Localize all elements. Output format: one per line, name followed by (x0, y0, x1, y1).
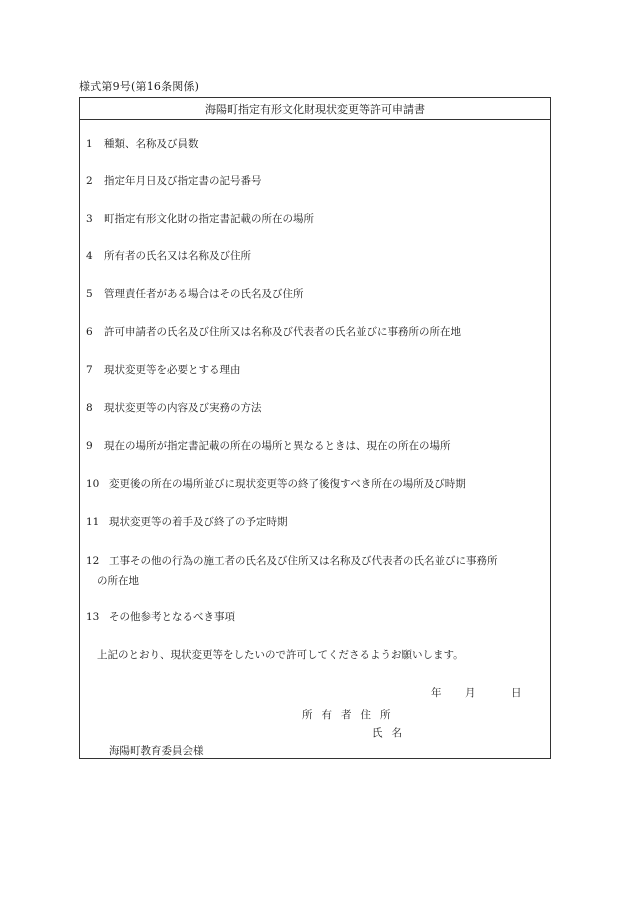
item-text: 変更後の所在の場所並びに現状変更等の終了後復すべき所在の場所及び時期 (109, 478, 466, 490)
item-number: 4 (86, 250, 93, 262)
item-number: 8 (86, 402, 93, 414)
form-number: 様式第9号(第16条関係) (79, 80, 200, 93)
item-number: 12 (86, 555, 100, 567)
date-line (431, 685, 522, 701)
item-number: 2 (86, 175, 93, 187)
item-text: その他参考となるべき事項 (109, 611, 235, 623)
item-number: 6 (86, 326, 93, 338)
form-item-13 (86, 607, 540, 627)
item-text: 指定年月日及び指定書の記号番号 (104, 175, 262, 187)
form-title: 海陽町指定有形文化財現状変更等許可申請書 (205, 103, 425, 116)
form-item-2 (86, 171, 540, 191)
date-month-label: 月 (465, 687, 476, 699)
request-statement: 上記のとおり、現状変更等をしたいので許可してくださるようお願いします。 (97, 649, 464, 661)
form-item-9 (86, 436, 540, 456)
item-text: 許可申請者の氏名及び住所又は名称及び代表者の氏名並びに事務所の所在地 (104, 326, 461, 338)
item-text: 現状変更等の内容及び実務の方法 (104, 402, 262, 414)
form-item-4 (86, 246, 540, 266)
owner-address-label: 所有者住所 (302, 709, 400, 721)
form-item-6 (86, 322, 540, 342)
item-number: 13 (86, 611, 100, 623)
item-text: 種類、名称及び員数 (104, 138, 199, 150)
application-form (79, 97, 551, 759)
item-text-continued: の所在地 (97, 575, 139, 587)
item-text: 現状変更等を必要とする理由 (104, 364, 241, 376)
form-item-8 (86, 398, 540, 418)
item-text: 所有者の氏名又は名称及び住所 (104, 250, 251, 262)
owner-name-label: 氏名 (372, 727, 411, 739)
item-number: 9 (86, 440, 93, 452)
item-number: 11 (86, 516, 100, 528)
date-day-label: 日 (511, 687, 522, 699)
item-text: 現在の場所が指定書記載の所在の場所と異なるときは、現在の所在の場所 (104, 440, 451, 452)
title-divider (80, 119, 550, 120)
item-text: 管理責任者がある場合はその氏名及び住所 (104, 288, 304, 300)
item-text: 現状変更等の着手及び終了の予定時期 (109, 516, 288, 528)
item-text: 町指定有形文化財の指定書記載の所在の場所 (104, 213, 314, 225)
item-number: 7 (86, 364, 93, 376)
date-year-label: 年 (431, 687, 442, 699)
form-item-5 (86, 284, 540, 304)
form-item-7 (86, 360, 540, 380)
form-item-1 (86, 134, 540, 154)
item-number: 3 (86, 213, 93, 225)
addressee: 海陽町教育委員会様 (109, 745, 204, 757)
form-item-3 (86, 209, 540, 229)
item-text: 工事その他の行為の施工者の氏名及び住所又は名称及び代表者の氏名並びに事務所 (109, 555, 498, 567)
form-item-11 (86, 512, 540, 532)
item-number: 1 (86, 138, 93, 150)
form-item-12 (86, 551, 540, 591)
form-item-10 (86, 474, 540, 494)
item-number: 10 (86, 478, 100, 490)
item-number: 5 (86, 288, 93, 300)
